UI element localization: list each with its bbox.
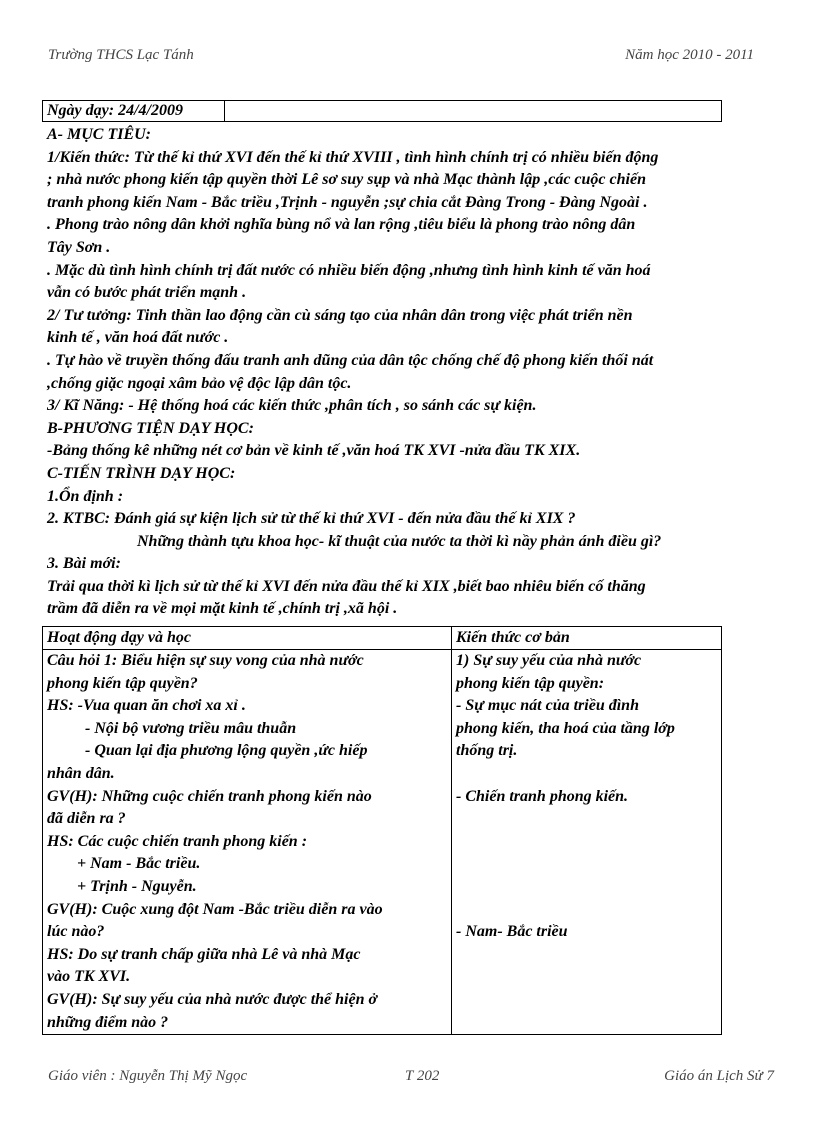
section-process: C-TIẾN TRÌNH DẠY HỌC: (47, 464, 236, 482)
activity-line: GV(H): Những cuộc chiến tranh phong kiến nào (47, 787, 372, 805)
process-line: 3. Bài mới: (47, 555, 121, 573)
knowledge-cell (452, 650, 722, 1035)
table-row (43, 650, 722, 1035)
footer-page-number: T 202 (405, 1068, 440, 1084)
footer-teacher: Giáo viên : Nguyễn Thị Mỹ Ngọc (48, 1068, 248, 1084)
activity-line: HS: Do sự tranh chấp giữa nhà Lê và nhà Mạc (47, 945, 361, 963)
activity-cell (43, 650, 452, 1035)
footer-subject: Giáo án Lịch Sử 7 (664, 1068, 774, 1084)
activity-line: GV(H): Sự suy yếu của nhà nước được thể hiện ở (47, 990, 378, 1008)
knowledge-line: phong kiến tập quyền: (456, 674, 605, 692)
skills-line: 3/ Kĩ Năng: - Hệ thống hoá các kiến thức ,phân tích , so sánh các sự kiện. (47, 397, 537, 415)
process-line: Những thành tựu khoa học- kĩ thuật của nước ta thời kì nầy phản ánh điều gì? (137, 532, 662, 550)
table-header-row (43, 627, 722, 650)
activity-line: - Quan lại địa phương lộng quyền ,ức hiếp (85, 742, 368, 760)
activity-line: những điểm nào ? (47, 1013, 169, 1031)
lesson-table (42, 626, 722, 1035)
knowledge-line: 1/Kiến thức: Từ thế kỉ thứ XVI đến thế kỉ thứ XVIII , tình hình chính trị có nhiều biến động (47, 148, 659, 166)
knowledge-line: tranh phong kiến Nam - Bắc triều ,Trịnh - nguyễn ;sự chia cắt Đàng Trong - Đàng Ngoài . (47, 193, 648, 211)
activity-line: + Nam - Bắc triều. (77, 855, 201, 873)
header-school-year: Năm học 2010 - 2011 (625, 47, 754, 63)
section-materials: B-PHƯƠNG TIỆN DẠY HỌC: (47, 419, 254, 437)
activity-line: HS: -Vua quan ăn chơi xa xỉ . (47, 697, 246, 715)
teaching-date: Ngày dạy: 24/4/2009 (43, 101, 225, 121)
header-school: Trường THCS Lạc Tánh (48, 47, 194, 63)
attitude-line: ,chống giặc ngoại xâm bảo vệ độc lập dân tộc. (47, 374, 352, 392)
table-header: Kiến thức cơ bản (452, 627, 722, 650)
knowledge-line: vẫn có bước phát triển mạnh . (47, 284, 247, 302)
attitude-line: 2/ Tư tưởng: Tinh thần lao động cần cù sáng tạo của nhân dân trong việc phát triển nền (47, 306, 633, 324)
activity-line: đã diễn ra ? (47, 810, 126, 828)
intro-line: Trải qua thời kì lịch sử từ thế kỉ XVI đến nửa đầu thế kỉ XIX ,biết bao nhiêu biến cố thăng (47, 577, 646, 595)
activity-line: lúc nào? (47, 923, 105, 941)
knowledge-line: phong kiến, tha hoá của tầng lớp (456, 719, 675, 737)
activity-line: + Trịnh - Nguyễn. (77, 877, 197, 895)
knowledge-line: - Sự mục nát của triều đình (456, 697, 639, 715)
table-header: Hoạt động dạy và học (43, 627, 452, 650)
intro-line: trầm đã diễn ra về mọi mặt kinh tế ,chính trị ,xã hội . (47, 600, 398, 618)
knowledge-line: . Phong trào nông dân khởi nghĩa bùng nổ và lan rộng ,tiêu biểu là phong trào nông dân (47, 216, 636, 234)
knowledge-line: 1) Sự suy yếu của nhà nước (456, 652, 642, 669)
activity-line: GV(H): Cuộc xung đột Nam -Bắc triều diễn ra vào (47, 900, 383, 918)
activity-line: - Nội bộ vương triều mâu thuẫn (85, 719, 297, 737)
knowledge-line: . Mặc dù tình hình chính trị đất nước có nhiều biến động ,nhưng tình hình kinh tế văn hoá (47, 261, 651, 279)
attitude-line: kinh tế , văn hoá đất nước . (47, 329, 229, 347)
activity-line: Câu hỏi 1: Biểu hiện sự suy vong của nhà nước (47, 652, 364, 669)
knowledge-line: - Chiến tranh phong kiến. (456, 787, 629, 805)
attitude-line: . Tự hào về truyền thống đấu tranh anh dũng của dân tộc chống chế độ phong kiến thối nát (47, 351, 654, 369)
knowledge-line: Tây Sơn . (47, 238, 111, 256)
knowledge-line: - Nam- Bắc triều (456, 923, 568, 941)
activity-line: HS: Các cuộc chiến tranh phong kiến : (47, 832, 308, 850)
activity-line: nhân dân. (47, 764, 115, 782)
lesson-body (47, 124, 782, 621)
activity-line: vào TK XVI. (47, 968, 131, 986)
section-objectives: A- MỤC TIÊU: (47, 126, 152, 143)
process-line: 2. KTBC: Đánh giá sự kiện lịch sử từ thế kỉ thứ XVI - đến nửa đầu thế kỉ XIX ? (47, 510, 576, 528)
materials-line: -Bảng thống kê những nét cơ bản về kinh tế ,văn hoá TK XVI -nửa đầu TK XIX. (47, 442, 581, 460)
process-line: 1.Ổn định : (47, 487, 124, 505)
knowledge-line: thống trị. (456, 742, 518, 760)
date-row (42, 100, 722, 122)
knowledge-line: ; nhà nước phong kiến tập quyền thời Lê sơ suy sụp và nhà Mạc thành lập ,các cuộc chiến (47, 171, 646, 189)
activity-line: phong kiến tập quyền? (47, 674, 198, 692)
